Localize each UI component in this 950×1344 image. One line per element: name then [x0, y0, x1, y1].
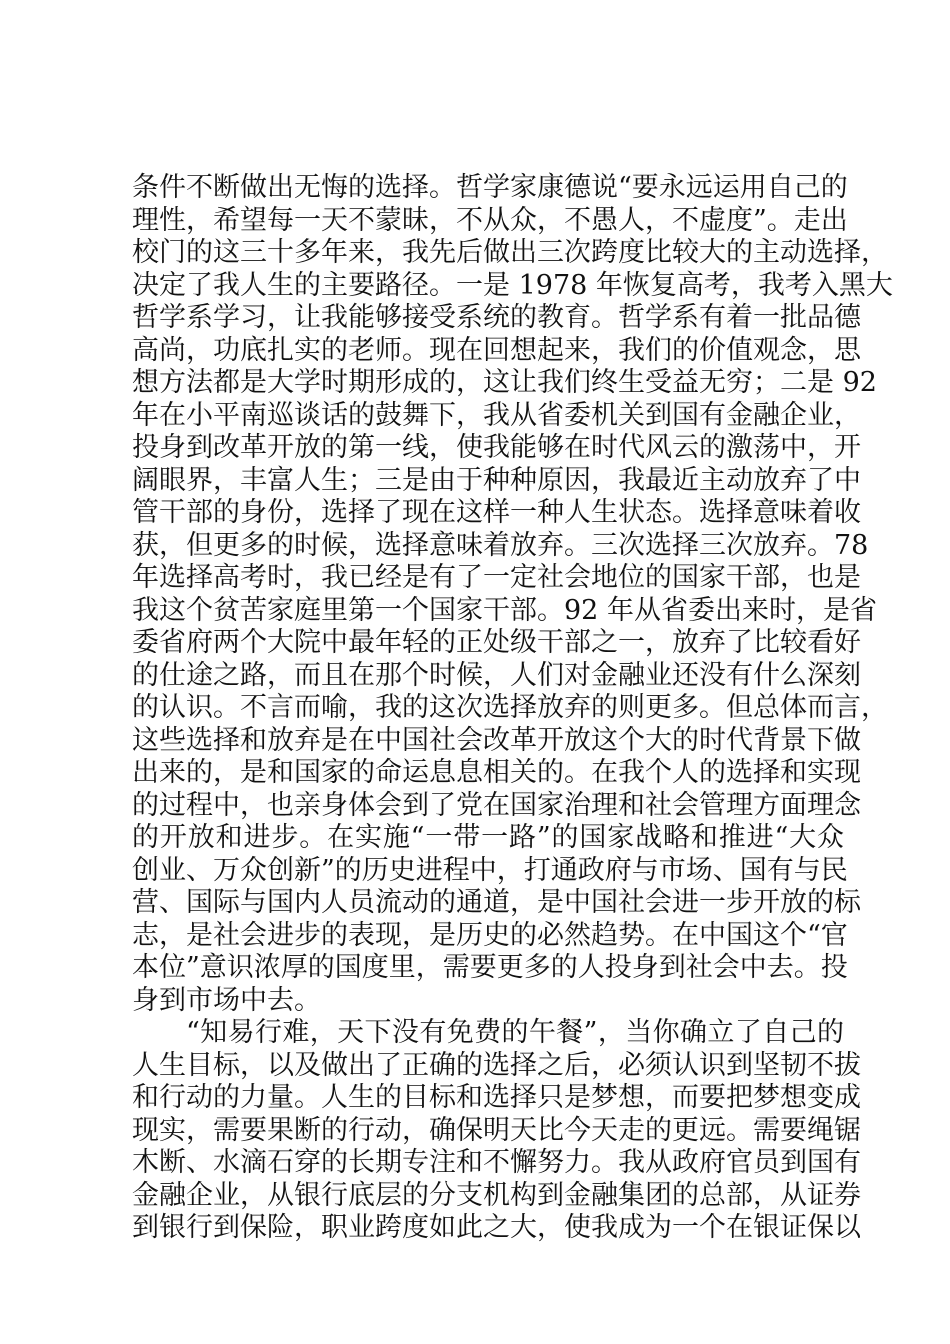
- text-line: 志，是社会进步的表现，是历史的必然趋势。在中国这个“官: [132, 919, 848, 951]
- text-line: 校门的这三十多年来，我先后做出三次跨度比较大的主动选择，: [132, 237, 888, 268]
- text-line: 决定了我人生的主要路径。一是 1978 年恢复高考，我考入黑大: [132, 269, 893, 301]
- text-line: 木断、水滴石穿的长期专注和不懈努力。我从政府官员到国有: [132, 1147, 861, 1178]
- text-line: 人生目标，以及做出了正确的选择之后，必须认识到坚韧不拔: [132, 1049, 861, 1081]
- text-line: 现实，需要果断的行动，确保明天比今天走的更远。需要绳锯: [132, 1114, 861, 1146]
- text-line: 年选择高考时，我已经是有了一定社会地位的国家干部，也是: [132, 562, 861, 593]
- body-text: [132, 172, 893, 1245]
- text-line: 到银行到保险，职业跨度如此之大，使我成为一个在银证保以: [132, 1212, 861, 1243]
- paragraph-start-line: “知易行难，天下没有免费的午餐”，当你确立了自己的: [186, 1017, 844, 1048]
- text-line: 年在小平南巡谈话的鼓舞下，我从省委机关到国有金融企业，: [132, 399, 861, 431]
- paragraph-end-line: 身到市场中去。: [132, 984, 321, 1016]
- text-line: 的认识。不言而喻，我的这次选择放弃的则更多。但总体而言，: [132, 692, 888, 723]
- text-line: 出来的，是和国家的命运息息相关的。在我个人的选择和实现: [132, 757, 861, 788]
- text-line: 投身到改革开放的第一线，使我能够在时代风云的激荡中，开: [132, 432, 861, 463]
- text-line: 想方法都是大学时期形成的，这让我们终生受益无穷；二是 92: [132, 367, 877, 398]
- text-line: 委省府两个大院中最年轻的正处级干部之一，放弃了比较看好: [132, 627, 861, 658]
- text-line: 获，但更多的时候，选择意味着放弃。三次选择三次放弃。78: [132, 529, 869, 561]
- text-line: 的开放和进步。在实施“一带一路”的国家战略和推进“大众: [132, 822, 844, 853]
- text-line: 高尚，功底扎实的老师。现在回想起来，我们的价值观念，思: [132, 334, 861, 366]
- text-line: 金融企业，从银行底层的分支机构到金融集团的总部，从证券: [132, 1179, 861, 1211]
- text-line: 和行动的力量。人生的目标和选择只是梦想，而要把梦想变成: [132, 1082, 861, 1113]
- text-line: 的过程中，也亲身体会到了党在国家治理和社会管理方面理念: [132, 789, 861, 821]
- text-line: 本位”意识浓厚的国度里，需要更多的人投身到社会中去。投: [132, 952, 848, 983]
- text-line: 营、国际与国内人员流动的通道，是中国社会进一步开放的标: [132, 887, 861, 918]
- text-line: 我这个贫苦家庭里第一个国家干部。92 年从省委出来时，是省: [132, 594, 877, 626]
- text-line: 理性，希望每一天不蒙昧，不从众，不愚人，不虚度”。走出: [132, 204, 848, 236]
- text-line: 阔眼界，丰富人生；三是由于种种原因，我最近主动放弃了中: [132, 464, 861, 496]
- text-line: 管干部的身份，选择了现在这样一种人生状态。选择意味着收: [132, 497, 861, 528]
- text-line: 条件不断做出无悔的选择。哲学家康德说“要永远运用自己的: [132, 172, 848, 203]
- text-line: 哲学系学习，让我能够接受系统的教育。哲学系有着一批品德: [132, 302, 861, 333]
- text-line: 创业、万众创新”的历史进程中，打通政府与市场、国有与民: [132, 854, 848, 886]
- text-line: 这些选择和放弃是在中国社会改革开放这个大的时代背景下做: [132, 724, 861, 756]
- text-line: 的仕途之路，而且在那个时候，人们对金融业还没有什么深刻: [132, 659, 861, 691]
